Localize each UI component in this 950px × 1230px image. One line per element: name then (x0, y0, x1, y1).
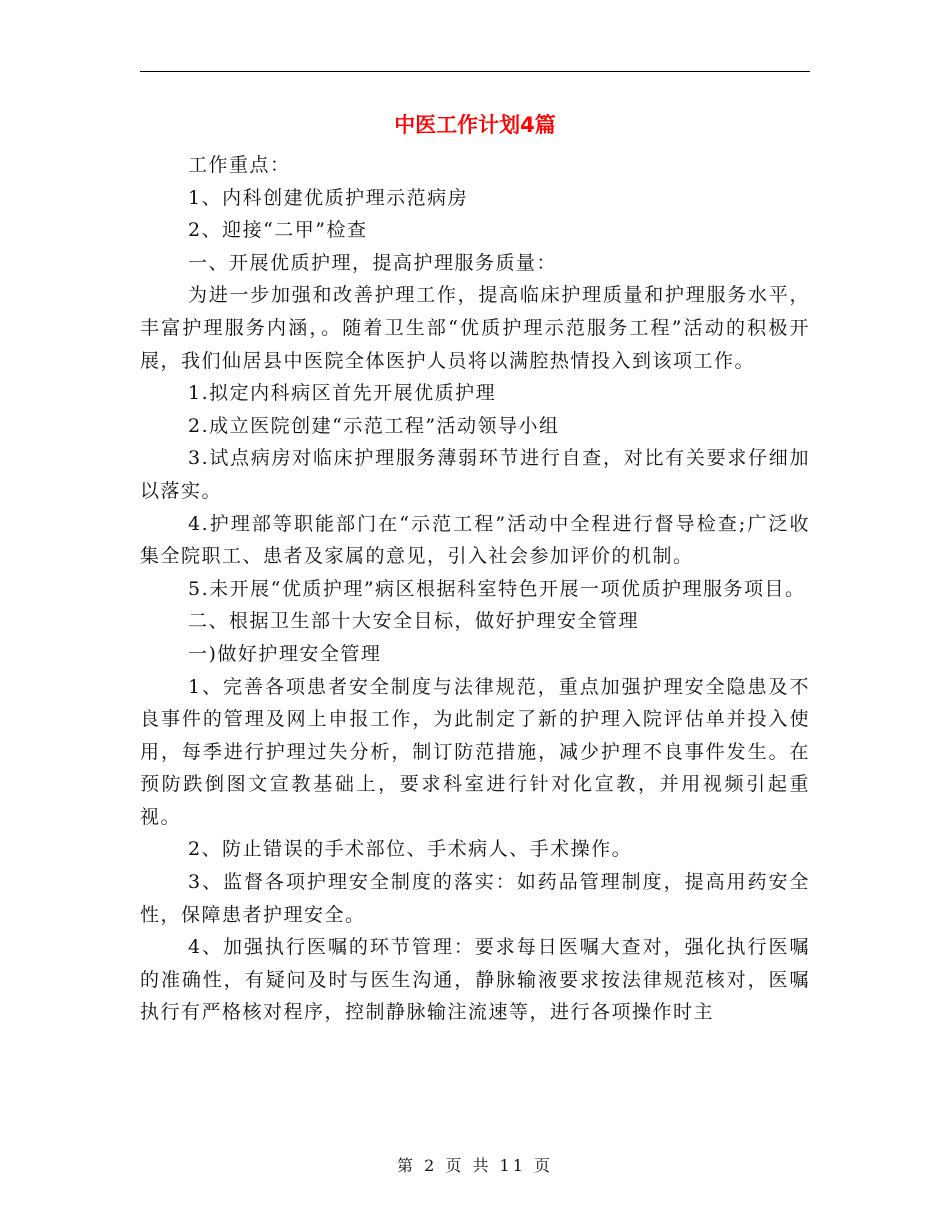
paragraph: 3.试点病房对临床护理服务薄弱环节进行自查，对比有关要求仔细加以落实。 (140, 447, 810, 502)
paragraph: 1、内科创建优质护理示范病房 (188, 186, 469, 209)
paragraph: 3、监督各项护理安全制度的落实：如药品管理制度，提高用药安全性，保障患者护理安全。 (140, 871, 810, 926)
paragraph: 1.拟定内科病区首先开展优质护理 (188, 382, 497, 405)
document-body (140, 149, 810, 1029)
paragraph: 工作重点： (188, 154, 291, 176)
paragraph: 二、根据卫生部十大安全目标，做好护理安全管理 (188, 610, 640, 633)
paragraph: 一)做好护理安全管理 (188, 642, 382, 665)
paragraph: 2.成立医院创建“示范工程”活动领导小组 (188, 414, 560, 437)
paragraph: 一、开展优质护理，提高护理服务质量： (188, 251, 558, 274)
paragraph: 4、加强执行医嘱的环节管理：要求每日医嘱大查对，强化执行医嘱的准确性，有疑问及时与医生沟通，静脉输液要求按法律规范核对，医嘱执行有严格核对程序，控制静脉输注流速等，进行各项操作时主 (140, 936, 810, 1024)
paragraph: 4.护理部等职能部门在“示范工程”活动中全程进行督导检查;广泛收集全院职工、患者及家属的意见，引入社会参加评价的机制。 (140, 512, 810, 568)
header-rule (140, 71, 810, 72)
paragraph: 2、迎接“二甲”检查 (188, 219, 368, 242)
paragraph: 1、完善各项患者安全制度与法律规范，重点加强护理安全隐患及不良事件的管理及网上申报工作，为此制定了新的护理入院评估单并投入使用，每季进行护理过失分析，制订防范措施，减少护理不良事件发生。在预防跌倒图文宣教基础上，要求科室进行针对化宣教，并用视频引起重视。 (140, 675, 810, 828)
paragraph: 2、防止错误的手术部位、手术病人、手术操作。 (188, 838, 633, 861)
paragraph: 为进一步加强和改善护理工作，提高临床护理质量和护理服务水平，丰富护理服务内涵，。随着卫生部“优质护理示范服务工程”活动的积极开展，我们仙居县中医院全体医护人员将以满腔热情投入到该项工作。 (140, 284, 810, 372)
document-title: 中医工作计划4篇 (394, 113, 556, 137)
page-number-footer: 第 2 页 共 11 页 (397, 1156, 553, 1175)
paragraph: 5.未开展“优质护理”病区根据科室特色开展一项优质护理服务项目。 (188, 577, 806, 600)
